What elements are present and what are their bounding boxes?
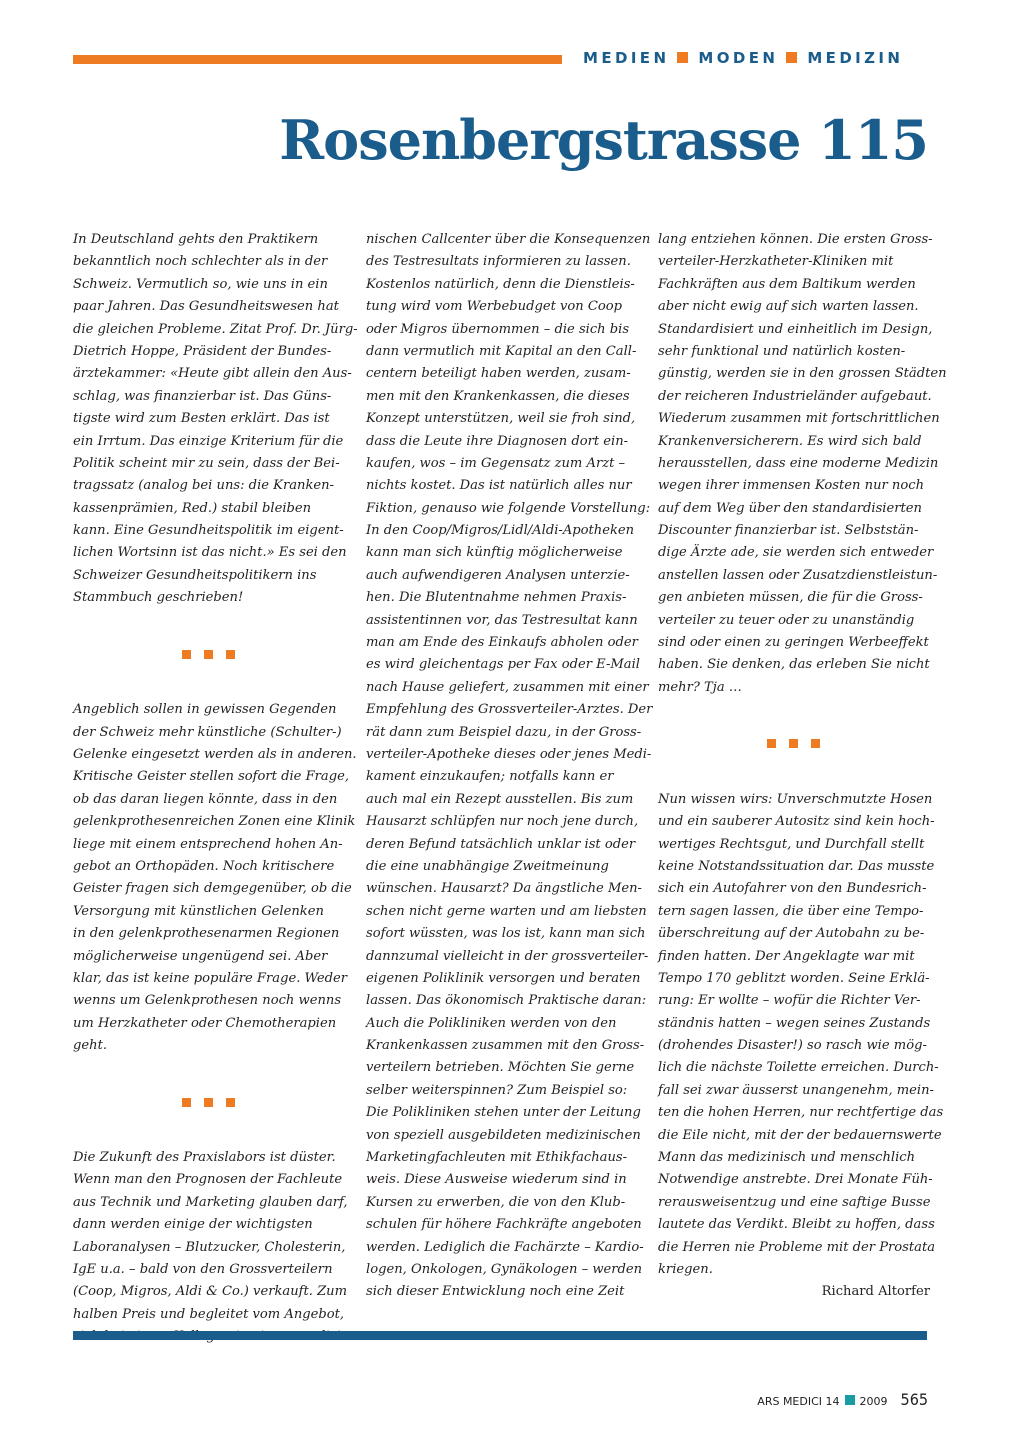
text-line: klar, das ist keine populäre Frage. Weder: [73, 970, 348, 986]
text-line: Notwendige anstrebte. Drei Monate Füh-: [658, 1172, 933, 1188]
text-line: günstig, werden sie in den grossen Städten: [658, 366, 947, 382]
text-line: (drohendes Disaster!) so rasch wie mög-: [658, 1038, 927, 1054]
text-line: dige Ärzte ade, sie werden sich entweder: [658, 545, 934, 561]
text-line: Laboranalysen – Blutzucker, Cholesterin,: [73, 1239, 346, 1255]
text-line: bekanntlich noch schlechter als in der: [73, 254, 328, 270]
paragraph-gap: [73, 610, 343, 632]
paragraph-gap: [658, 699, 930, 721]
text-line: aber nicht ewig auf sich warten lassen.: [658, 299, 919, 315]
text-line: Empfehlung des Grossverteiler-Arztes. Der: [366, 702, 653, 718]
text-line: Discounter finanzierbar ist. Selbststän-: [658, 523, 919, 539]
text-line: kament einzukaufen; notfalls kann er: [366, 769, 614, 785]
text-line: tragssatz (analog bei uns: die Kranken-: [73, 478, 334, 494]
text-line: wegen ihrer immensen Kosten nur noch: [658, 478, 925, 494]
text-line: sich ein Autofahrer von den Bundesrich-: [658, 881, 927, 897]
text-line: lassen. Das ökonomisch Praktische daran:: [366, 993, 647, 1009]
text-line: möglicherweise ungenügend sei. Aber: [73, 948, 328, 964]
text-line: die Eile nicht, mit der der bedauernswerte: [658, 1127, 942, 1143]
text-line: nichts kostet. Das ist natürlich alles nur: [366, 478, 632, 494]
paragraph-gap: [658, 766, 930, 788]
text-line: verteiler zu teuer oder zu unanständig: [658, 612, 915, 628]
text-line: assistentinnen vor, das Testresultat kann: [366, 612, 638, 628]
text-line: Fiktion, genauso wie folgende Vorstellung:: [366, 500, 651, 516]
page-title: Rosenbergstrasse 115: [279, 108, 928, 172]
text-line: von speziell ausgebildeten medizinischen: [366, 1127, 641, 1143]
text-line: Standardisiert und einheitlich im Design,: [658, 321, 933, 337]
text-line: sehr funktional und natürlich kosten-: [658, 343, 906, 359]
text-line: Nun wissen wirs: Unverschmutzte Hosen: [658, 791, 933, 807]
text-line: kassenprämien, Red.) stabil bleiben: [73, 500, 312, 516]
text-line: ten die hohen Herren, nur rechtfertige das: [658, 1105, 944, 1121]
text-line: Hausarzt schlüpfen nur noch jene durch,: [366, 814, 639, 830]
text-line: In Deutschland gehts den Praktikern: [73, 232, 319, 247]
text-line: logen, Onkologen, Gynäkologen – werden: [366, 1261, 643, 1277]
text-line: tern sagen lassen, die über eine Tempo-: [658, 903, 924, 919]
text-line: lang entziehen können. Die ersten Gross-: [658, 232, 933, 247]
text-line: schlag, was finanzierbar ist. Das Güns-: [73, 388, 332, 404]
text-line: dass die Leute ihre Diagnosen dort ein-: [366, 433, 629, 449]
text-line: Schweiz. Vermutlich so, wie uns in ein: [73, 276, 328, 292]
text-line: auch aufwendigeren Analysen unterzie-: [366, 567, 630, 583]
text-line: Die Zukunft des Praxislabors ist düster.: [73, 1150, 336, 1166]
text-line: rung: Er wollte – wofür die Richter Ver-: [658, 993, 921, 1009]
text-line: paar Jahren. Das Gesundheitswesen hat: [73, 299, 339, 315]
article-column-2: [366, 229, 653, 1304]
orange-square-separator: [786, 52, 797, 63]
text-line: überschreitung auf der Autobahn zu be-: [658, 926, 925, 942]
text-line: liege mit einem entsprechend hohen An-: [73, 836, 343, 852]
text-line: wenns um Gelenkprothesen noch wenns: [73, 993, 342, 1009]
text-line: finden hatten. Der Angeklagte war mit: [658, 948, 915, 964]
text-line: Marketingfachleuten mit Ethikfachaus-: [366, 1150, 628, 1166]
text-line: eigenen Poliklinik versorgen und beraten: [366, 970, 641, 986]
text-line: rerausweisentzug und eine saftige Busse: [658, 1194, 931, 1210]
teal-square-icon: [845, 1395, 855, 1405]
orange-square-icon: [789, 739, 798, 748]
text-line: lichen Wortsinn ist das nicht.» Es sei den: [73, 545, 347, 561]
text-line: der Schweiz mehr künstliche (Schulter-): [73, 724, 342, 740]
section-header: [583, 49, 903, 67]
section-separator: [658, 722, 928, 767]
text-line: lautete das Verdikt. Bleibt zu hoffen, dass: [658, 1217, 935, 1233]
page-number: 565: [900, 1390, 928, 1409]
text-line: Wiederum zusammen mit fortschrittlichen: [658, 411, 940, 427]
text-line: herausstellen, dass eine moderne Medizin: [658, 455, 939, 471]
text-line: auch mal ein Rezept ausstellen. Bis zum: [366, 791, 634, 807]
section-separator: [73, 632, 343, 677]
text-line: gelenkprothesenreichen Zonen eine Klinik: [73, 814, 356, 830]
text-line: wertiges Rechtsgut, und Durchfall stellt: [658, 836, 925, 852]
text-line: men mit den Krankenkassen, die dieses: [366, 388, 630, 404]
text-line: verteiler-Herzkatheter-Kliniken mit: [658, 254, 894, 270]
paragraph-gap: [73, 1057, 343, 1079]
orange-square-icon: [811, 739, 820, 748]
text-line: wünschen. Hausarzt? Da ängstliche Men-: [366, 881, 642, 897]
author-signature: Richard Altorfer: [821, 1284, 930, 1300]
text-line: kann. Eine Gesundheitspolitik im eigent-: [73, 523, 344, 539]
text-line: es wird gleichentags per Fax oder E-Mail: [366, 657, 640, 673]
text-line: keine Notstandssituation dar. Das musste: [658, 858, 935, 874]
orange-square-icon: [182, 1098, 191, 1107]
text-line: mehr? Tja …: [658, 679, 742, 695]
text-line: die Herren nie Probleme mit der Prostata: [658, 1239, 936, 1255]
text-line: IgE u.a. – bald von den Grossverteilern: [73, 1262, 333, 1277]
text-line: gebot an Orthopäden. Noch kritischere: [73, 858, 335, 874]
text-line: kann man sich künftig möglicherweise: [366, 545, 623, 561]
text-line: Wenn man den Prognosen der Fachleute: [73, 1172, 343, 1188]
text-line: Kritische Geister stellen sofort die Frage,: [73, 769, 350, 785]
text-line: Schweizer Gesundheitspolitikern ins: [73, 567, 317, 583]
text-line: schen nicht gerne warten und am liebsten: [366, 903, 647, 919]
orange-square-icon: [767, 739, 776, 748]
text-line: Angeblich sollen in gewissen Gegenden: [73, 702, 337, 718]
text-line: Auch die Polikliniken werden von den: [366, 1015, 617, 1031]
section-medizin: MEDIZIN: [807, 49, 904, 67]
text-line: (Coop, Migros, Aldi & Co.) verkauft. Zum: [73, 1284, 348, 1300]
text-line: sich dieser Entwicklung noch eine Zeit: [366, 1284, 625, 1300]
orange-square-icon: [182, 650, 191, 659]
text-line: werden. Lediglich die Fachärzte – Kardio-: [366, 1239, 644, 1255]
text-line: man am Ende des Einkaufs abholen oder: [366, 635, 638, 651]
text-line: Kursen zu erwerben, die von den Klub-: [366, 1194, 626, 1210]
section-separator: [73, 1080, 343, 1125]
text-line: ärztekammer: «Heute gibt allein den Aus-: [73, 366, 352, 382]
text-line: ein Irrtum. Das einzige Kriterium für die: [73, 433, 344, 449]
text-line: kriegen.: [658, 1261, 713, 1277]
text-line: Kostenlos natürlich, denn die Dienstleis-: [366, 276, 635, 292]
article-column-1: [73, 229, 358, 1349]
top-accent-bar: [73, 55, 562, 64]
text-line: Stammbuch geschrieben!: [73, 590, 244, 606]
text-line: Versorgung mit künstlichen Gelenken: [73, 903, 324, 919]
text-line: nischen Callcenter über die Konsequenzen: [366, 232, 651, 247]
page-footer: [757, 1390, 928, 1409]
text-line: um Herzkatheter oder Chemotherapien: [73, 1015, 337, 1031]
text-line: Gelenke eingesetzt werden als in anderen.: [73, 747, 357, 762]
text-line: tung wird vom Werbebudget von Coop: [366, 299, 623, 315]
text-line: verteilern betrieben. Möchten Sie gerne: [366, 1060, 635, 1076]
text-line: halben Preis und begleitet vom Angebot,: [73, 1306, 345, 1322]
text-line: und ein sauberer Autositz sind kein hoch-: [658, 814, 935, 830]
text-line: des Testresultats informieren zu lassen.: [366, 254, 631, 270]
text-line: Dietrich Hoppe, Präsident der Bundes-: [73, 343, 332, 359]
text-line: Krankenkassen zusammen mit den Gross-: [366, 1038, 645, 1054]
section-moden: MODEN: [698, 49, 779, 67]
text-line: anstellen lassen oder Zusatzdienstleistun-: [658, 567, 938, 583]
text-line: deren Befund tatsächlich unklar ist oder: [366, 836, 636, 852]
text-line: lich die nächste Toilette erreichen. Durch-: [658, 1060, 939, 1076]
orange-square-icon: [226, 650, 235, 659]
bottom-rule-bar: [73, 1331, 927, 1340]
text-line: verteiler-Apotheke dieses oder jenes Medi-: [366, 746, 652, 762]
text-line: dannzumal vielleicht in der grossverteiler-: [366, 948, 649, 964]
text-line: der reicheren Industrieländer aufgebaut.: [658, 388, 932, 404]
text-line: schulen für höhere Fachkräfte angeboten: [366, 1217, 642, 1233]
text-line: hen. Die Blutentnahme nehmen Praxis-: [366, 590, 627, 606]
journal-name: ARS MEDICI 14: [757, 1395, 840, 1408]
text-line: Die Polikliniken stehen unter der Leitung: [366, 1105, 641, 1121]
text-line: selber weiterspinnen? Zum Beispiel so:: [366, 1082, 628, 1098]
text-line: Krankenversicherern. Es wird sich bald: [658, 433, 922, 449]
text-line: weis. Diese Ausweise wiederum sind in: [366, 1172, 627, 1188]
text-line: dann vermutlich mit Kapital an den Call-: [366, 343, 637, 359]
text-line: auf dem Weg über den standardisierten: [658, 500, 922, 516]
orange-square-icon: [204, 1098, 213, 1107]
text-line: Konzept unterstützen, weil sie froh sind,: [366, 411, 636, 427]
text-line: tigste wird zum Besten erklärt. Das ist: [73, 411, 330, 427]
text-line: gen anbieten müssen, die für die Gross-: [658, 590, 923, 606]
text-line: centern beteiligt haben werden, zusam-: [366, 366, 631, 382]
text-line: oder Migros übernommen – die sich bis: [366, 321, 630, 337]
text-line: die gleichen Probleme. Zitat Prof. Dr. Jürg-: [73, 321, 358, 337]
orange-square-icon: [204, 650, 213, 659]
text-line: Tempo 170 geblitzt worden. Seine Erklä-: [658, 970, 930, 986]
text-line: sind oder einen zu geringen Werbeeffekt: [658, 635, 929, 651]
text-line: aus Technik und Marketing glauben darf,: [73, 1194, 348, 1210]
text-line: In den Coop/Migros/Lidl/Aldi-Apotheken: [366, 523, 635, 539]
text-line: ständnis hatten – wegen seines Zustands: [658, 1015, 931, 1031]
text-line: Geister fragen sich demgegenüber, ob die: [73, 881, 352, 897]
text-line: haben. Sie denken, das erleben Sie nicht: [658, 657, 930, 673]
text-line: sofort wüssten, was los ist, kann man sich: [366, 926, 646, 942]
issue-year: 2009: [859, 1395, 888, 1408]
text-line: geht.: [73, 1038, 107, 1054]
text-line: dann werden einige der wichtigsten: [73, 1217, 313, 1233]
section-medien: MEDIEN: [583, 49, 670, 67]
text-line: in den gelenkprothesenarmen Regionen: [73, 926, 340, 942]
text-line: ob das daran liegen könnte, dass in den: [73, 791, 338, 807]
orange-square-separator: [677, 52, 688, 63]
text-line: kaufen, wos – im Gegensatz zum Arzt –: [366, 455, 626, 471]
text-line: Fachkräften aus dem Baltikum werden: [658, 276, 916, 292]
text-line: nach Hause geliefert, zusammen mit einer: [366, 679, 649, 695]
paragraph-gap: [73, 677, 343, 699]
text-line: fall sei zwar äusserst unangenehm, mein-: [658, 1082, 934, 1098]
text-line: die eine unabhängige Zweitmeinung: [366, 858, 609, 874]
paragraph-gap: [73, 1125, 343, 1147]
orange-square-icon: [226, 1098, 235, 1107]
text-line: Mann das medizinisch und menschlich: [658, 1150, 916, 1166]
text-line: rät dann zum Beispiel dazu, in der Gross-: [366, 724, 642, 740]
article-column-3: [658, 229, 947, 1304]
text-line: Politik scheint mir zu sein, dass der Bei-: [73, 455, 340, 471]
